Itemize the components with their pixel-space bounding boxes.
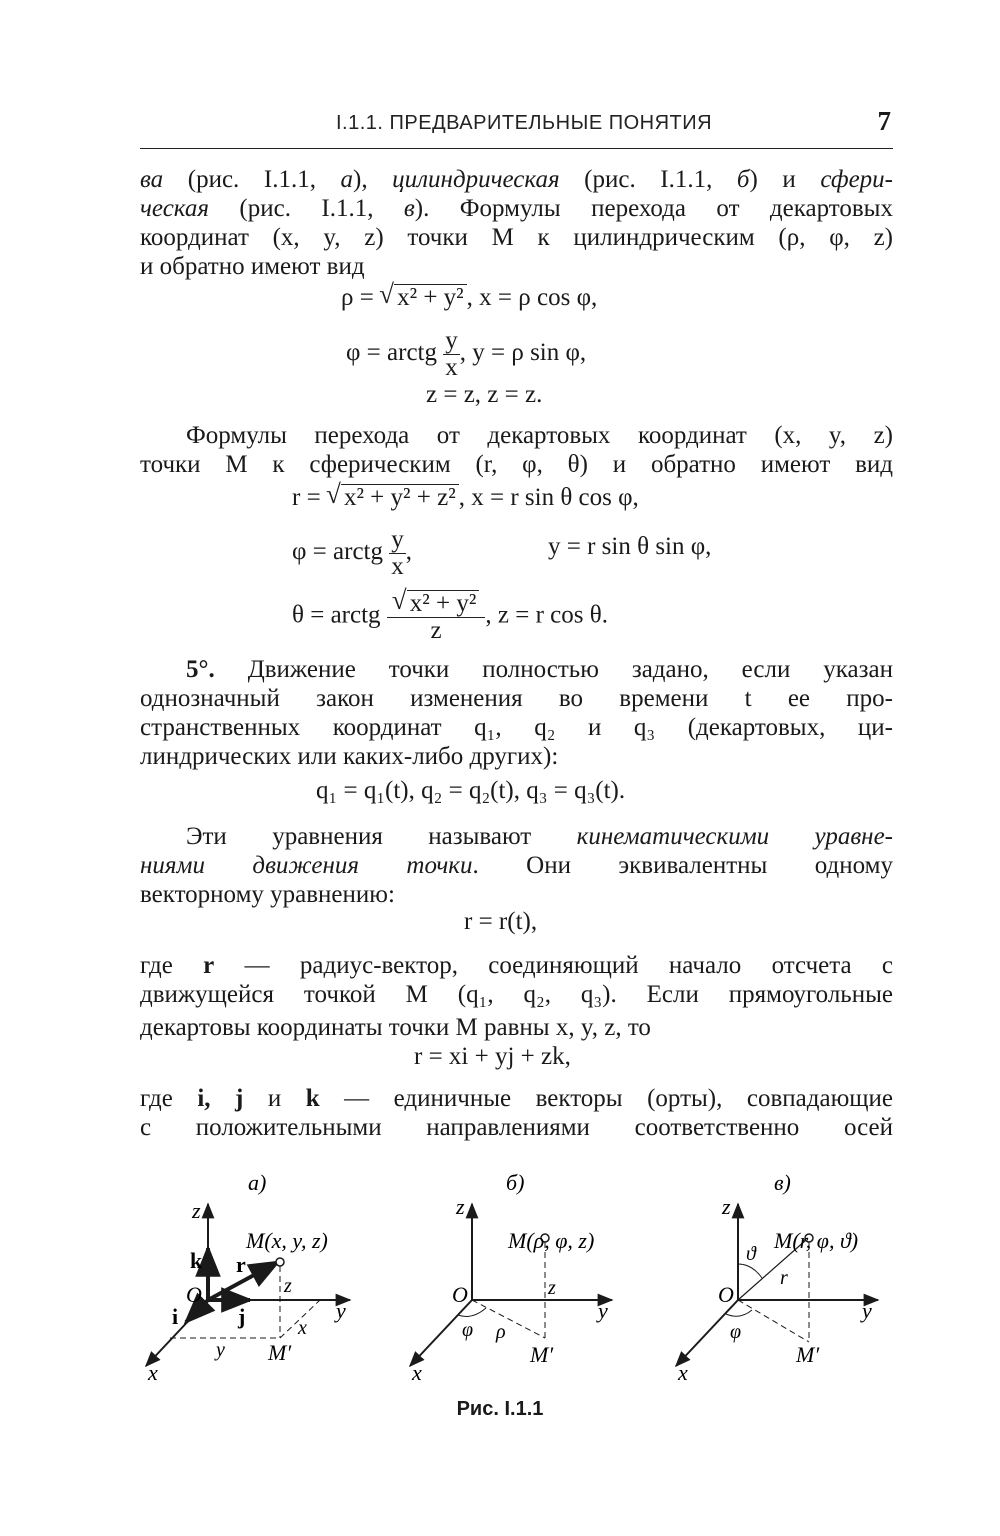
text-line: линдрических или каких-либо других): <box>140 743 559 770</box>
paragraph-motion-law <box>140 655 893 771</box>
axis-label-z: z <box>456 1194 465 1219</box>
dimension-label-y: y <box>216 1339 225 1361</box>
paragraph-coordinate-systems <box>140 165 893 281</box>
point-label: M(r, φ, ϑ) <box>774 1228 859 1253</box>
formula-r <box>292 484 639 512</box>
point-m <box>276 1258 284 1266</box>
axis-label-y: y <box>862 1298 872 1323</box>
angle-arc-phi <box>726 1310 752 1316</box>
text-line: с положительными направлениями соответственно осей <box>140 1114 893 1141</box>
text-fragment: — радиус-вектор, соединяющий начало отсчета с <box>214 952 893 979</box>
paragraph-unit-vectors <box>140 1084 893 1142</box>
text-fragment: ), <box>353 166 393 193</box>
paragraph-kinematic-equations <box>140 822 893 909</box>
formula-r-t: r = r(t), <box>464 908 538 935</box>
dimension-label-x: x <box>298 1317 307 1339</box>
text-fragment: в <box>403 195 415 222</box>
vector-label-j: j <box>238 1304 246 1329</box>
angle-arc-theta <box>738 1264 762 1278</box>
term-kinematic: кинематическими уравне- <box>576 823 893 850</box>
text-fragment: и <box>243 1085 306 1112</box>
dimension-label-z: z <box>548 1277 556 1299</box>
formula-rho <box>341 284 597 312</box>
running-title: I.1.1. ПРЕДВАРИТЕЛЬНЫЕ ПОНЯТИЯ <box>336 112 713 134</box>
origin-label: O <box>718 1282 734 1307</box>
rho-line <box>472 1300 545 1338</box>
vector-label-k: k <box>190 1248 203 1273</box>
text-fragment: (рис. I.1.1, <box>559 166 737 193</box>
vector-symbol: r <box>203 952 215 979</box>
radius-label-rho: ρ <box>496 1321 506 1343</box>
projection-label: M′ <box>796 1342 820 1367</box>
fraction <box>443 328 460 381</box>
axis-label-z: z <box>192 1198 201 1223</box>
formula-rhs: , z = r cos θ. <box>485 601 608 629</box>
formula-phi-sph <box>292 527 412 580</box>
vector-symbol: k <box>305 1085 320 1112</box>
text-fragment: . Они эквивалентны одному <box>472 852 893 879</box>
axis-label-y: y <box>598 1298 608 1323</box>
projection-label: M′ <box>530 1342 554 1367</box>
text-line: точки M к сферическим (r, φ, θ) и обратно имеют вид <box>140 451 893 478</box>
angle-label-phi: φ <box>462 1319 474 1341</box>
sqrt-expression: √ x² + y² <box>394 284 467 311</box>
origin-label: O <box>452 1282 468 1307</box>
axis-label-x: x <box>412 1360 422 1385</box>
panel-label: в) <box>774 1170 791 1195</box>
axis-label-x: x <box>678 1360 688 1385</box>
formula-lhs: φ = arctg <box>346 339 437 367</box>
text-fragment: Эти уравнения называют <box>186 823 577 850</box>
dimension-label-z: z <box>284 1275 292 1297</box>
text-fragment: (рис. I.1.1, <box>208 195 404 222</box>
text-line: векторному уравнению: <box>140 881 395 908</box>
formula-theta <box>292 590 608 644</box>
sqrt-expression: √ x² + y² + z² <box>341 484 459 511</box>
formula-z-cyl: z = z, z = z. <box>426 381 543 408</box>
formula-r-decomposition: r = xi + yj + zk, <box>414 1043 571 1070</box>
panel-label: а) <box>248 1170 267 1195</box>
text-fragment: (рис. I.1.1, <box>163 166 341 193</box>
axis-label-y: y <box>336 1298 346 1323</box>
figure-coordinate-systems <box>0 1160 1000 1390</box>
vector-symbol: i, j <box>197 1085 244 1112</box>
angle-label-phi: φ <box>730 1321 742 1343</box>
fraction <box>389 527 406 580</box>
term-spherical: сфери- <box>820 166 893 193</box>
radius-label-r: r <box>780 1267 788 1289</box>
term-kinematic: ниями движения точки <box>140 852 473 879</box>
text-fragment: ). Формулы перехода от декартовых <box>414 195 893 222</box>
panel-a-cartesian <box>146 1170 350 1385</box>
text-fragment: ва <box>140 166 164 193</box>
fraction-denominator: z <box>430 617 442 644</box>
formula-rhs: , x = r sin θ cos φ, <box>458 484 639 511</box>
formula-q: q₁ = q₁(t), q₂ = q₂(t), q₃ = q₃(t). <box>316 777 626 804</box>
axis-label-z: z <box>722 1194 731 1219</box>
text-line: однозначный закон изменения во времени t ее про- <box>140 685 893 712</box>
formula-phi-cyl <box>346 328 586 381</box>
text-fragment: а <box>340 166 354 193</box>
text-fragment: б <box>736 166 750 193</box>
fraction-denominator: x <box>445 354 458 381</box>
text-fragment: где <box>140 1085 198 1112</box>
paragraph-radius-vector <box>140 951 893 1042</box>
panel-c-spherical <box>676 1170 878 1385</box>
sqrt-expression: √ x² + y² <box>407 590 480 617</box>
text-fragment: ) и <box>749 166 821 193</box>
fraction-numerator: y <box>445 327 458 354</box>
vector-label-r: r <box>236 1252 246 1277</box>
point-label: M(ρ, φ, z) <box>508 1228 595 1253</box>
item-number: 5°. <box>186 656 215 683</box>
vector-label-i: i <box>172 1304 179 1329</box>
panel-label: б) <box>506 1170 525 1195</box>
text-fragment: Движение точки полностью задано, если указан <box>214 656 893 683</box>
text-line: декартовы координаты точки M равны x, y, z, то <box>140 1014 651 1041</box>
formula-lhs: r = <box>292 484 321 511</box>
projection-line <box>738 1300 809 1342</box>
formula-lhs: θ = arctg <box>292 601 381 629</box>
text-line: Формулы перехода от декартовых координат (x, y, z) <box>186 422 893 449</box>
text-line: движущейся точкой M (q₁, q₂, q₃). Если прямоугольные <box>140 981 893 1008</box>
text-fragment: ческая <box>140 195 209 222</box>
formula-rhs: , y = ρ sin φ, <box>459 339 587 367</box>
text-fragment: где <box>140 952 204 979</box>
fraction-denominator: x <box>391 553 404 580</box>
text-line: странственных координат q₁, q₂ и q₃ (декартовых, ци- <box>140 714 893 741</box>
paragraph-spherical-intro <box>140 421 893 479</box>
x-axis <box>676 1300 738 1366</box>
angle-label-theta: ϑ <box>746 1243 756 1265</box>
figure-caption: Рис. I.1.1 <box>456 1398 544 1420</box>
text-line: и обратно имеют вид <box>140 253 365 280</box>
running-header <box>140 108 893 149</box>
formula-lhs: φ = arctg <box>292 538 383 566</box>
text-line: координат (x, y, z) точки M к цилиндрическим (ρ, φ, z) <box>140 224 893 251</box>
fraction-numerator: y <box>391 526 404 553</box>
formula-lhs: ρ = <box>341 284 374 311</box>
axis-label-x: x <box>148 1360 158 1385</box>
formula-y-sph: y = r sin θ sin φ, <box>548 533 712 560</box>
projection-label: M′ <box>268 1340 292 1365</box>
fraction <box>387 590 486 644</box>
formula-rhs: , x = ρ cos φ, <box>466 284 598 311</box>
text-fragment: — единичные векторы (орты), совпадающие <box>319 1085 893 1112</box>
term-cylindrical: цилиндрическая <box>392 166 560 193</box>
page-number: 7 <box>877 106 891 136</box>
panel-b-cylindrical <box>410 1170 612 1385</box>
origin-label: O <box>186 1282 202 1307</box>
formula-comma: , <box>405 538 412 566</box>
point-label: M(x, y, z) <box>246 1228 328 1253</box>
